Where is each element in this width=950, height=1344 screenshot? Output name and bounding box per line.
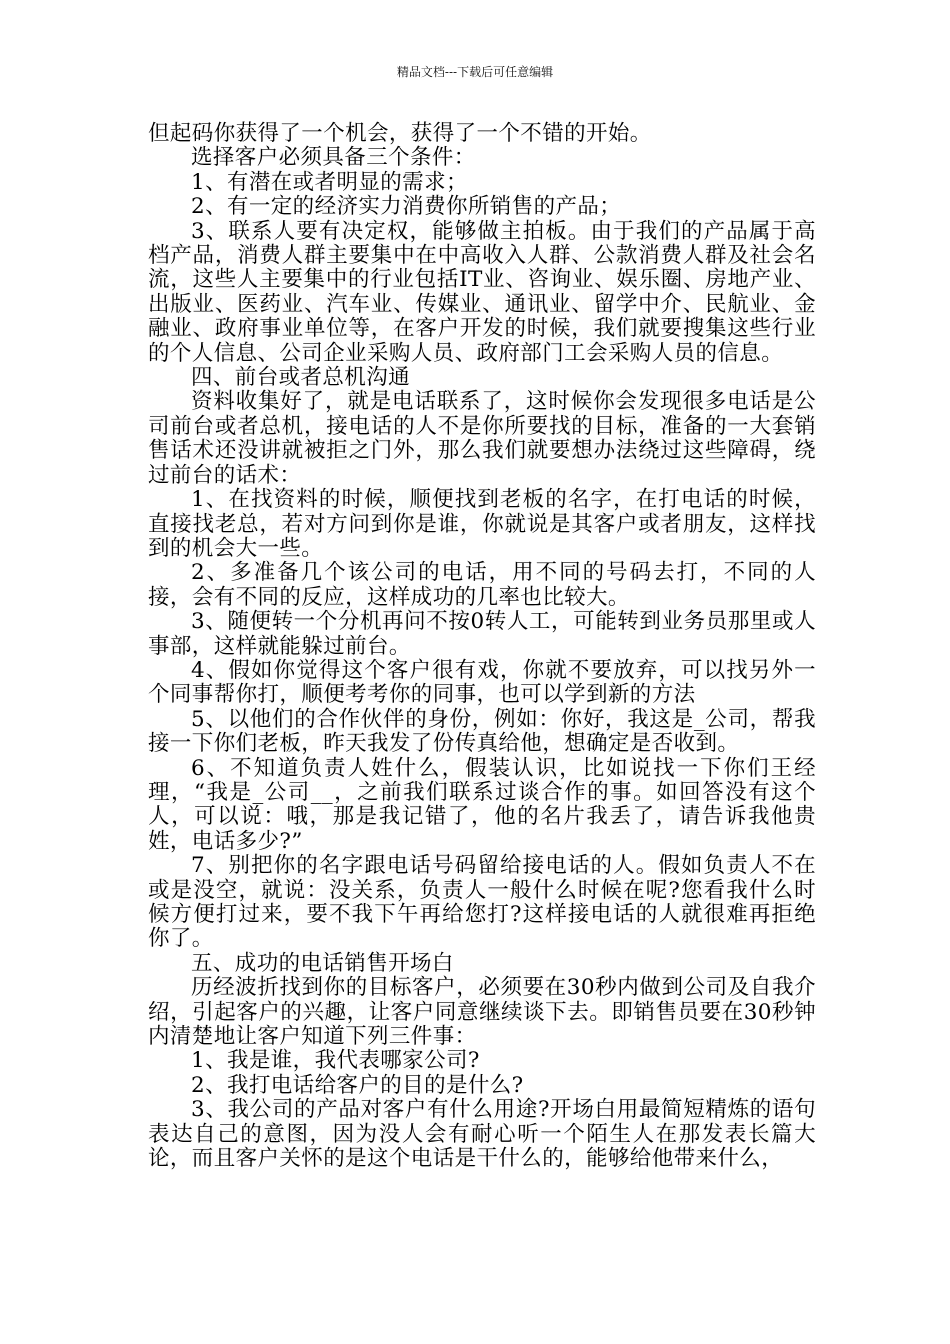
list-item: 5、以他们的合作伙伴的身份，例如：你好，我这是_公司，帮我接一下你们老板，昨天我发了份传真给他，想确定是否收到。 <box>148 706 816 757</box>
list-item: 6、不知道负责人姓什么，假装认识，比如说找一下你们王经理，“我是_公司__，之前我们联系过谈合作的事。如回答没有这个人，可以说：哦，那是我记错了，他的名片我丢了，请告诉我他贵姓，电话多少?” <box>148 755 816 854</box>
list-item: 4、假如你觉得这个客户很有戏，你就不要放弃，可以找另外一个同事帮你打，顺便考考你的同事，也可以学到新的方法 <box>148 657 816 708</box>
list-item: 3、联系人要有决定权，能够做主拍板。由于我们的产品属于高档产品，消费人群主要集中在中高收入人群、公款消费人群及社会名流，这些人主要集中的行业包括IT业、咨询业、娱乐圈、房地产业、出版业、医药业、汽车业、传媒业、通讯业、留学中介、民航业、金融业、政府事业单位等，在客户开发的时候，我们就要搜集这些行业的个人信息、公司企业采购人员、政府部门工会采购人员的信息。 <box>148 218 816 366</box>
list-item: 1、在找资料的时候，顺便找到老板的名字，在打电话的时候，直接找老总，若对方问到你是谁，你就说是其客户或者朋友，这样找到的机会大一些。 <box>148 487 816 561</box>
list-item: 2、有一定的经济实力消费你所销售的产品； <box>191 194 622 220</box>
list-item: 3、随便转一个分机再问不按0转人工，可能转到业务员那里或人事部，这样就能躲过前台。 <box>148 609 816 659</box>
paragraph: 选择客户必须具备三个条件： <box>191 145 476 171</box>
paragraph: 历经波折找到你的目标客户，必须要在30秒内做到公司及自我介绍，引起客户的兴趣，让客户同意继续谈下去。即销售员要在30秒钟内清楚地让客户知道下列三件事： <box>148 975 816 1050</box>
list-item: 3、我公司的产品对客户有什么用途?开场白用最简短精炼的语句表达自己的意图，因为没人会有耐心听一个陌生人在那发表长篇大论，而且客户关怀的是这个电话是干什么的，能够给他带来什么， <box>148 1097 816 1172</box>
document-body <box>148 122 816 1171</box>
paragraph: 资料收集好了，就是电话联系了，这时候你会发现很多电话是公司前台或者总机，接电话的人不是你所要找的目标，准备的一大套销售话术还没讲就被拒之门外，那么我们就要想办法绕过这些障碍，绕过前台的话术： <box>148 389 816 488</box>
list-item: 7、别把你的名字跟电话号码留给接电话的人。假如负责人不在或是没空，就说：没关系，负责人一般什么时候在呢?您看我什么时候方便打过来，要不我下午再给您打?这样接电话的人就很难再拒绝你了。 <box>148 853 816 952</box>
list-item: 1、我是谁，我代表哪家公司? <box>191 1048 480 1074</box>
section-heading: 四、前台或者总机沟通 <box>191 365 411 391</box>
list-item: 1、有潜在或者明显的需求； <box>191 169 468 195</box>
list-item: 2、我打电话给客户的目的是什么? <box>191 1072 524 1098</box>
page-header: 精品文档---下载后可任意编辑 <box>396 65 554 79</box>
list-item: 2、多准备几个该公司的电话，用不同的号码去打，不同的人接，会有不同的反应，这样成功的几率也比较大。 <box>148 560 816 610</box>
section-heading: 五、成功的电话销售开场白 <box>191 950 454 976</box>
paragraph: 但起码你获得了一个机会，获得了一个不错的开始。 <box>148 121 652 146</box>
